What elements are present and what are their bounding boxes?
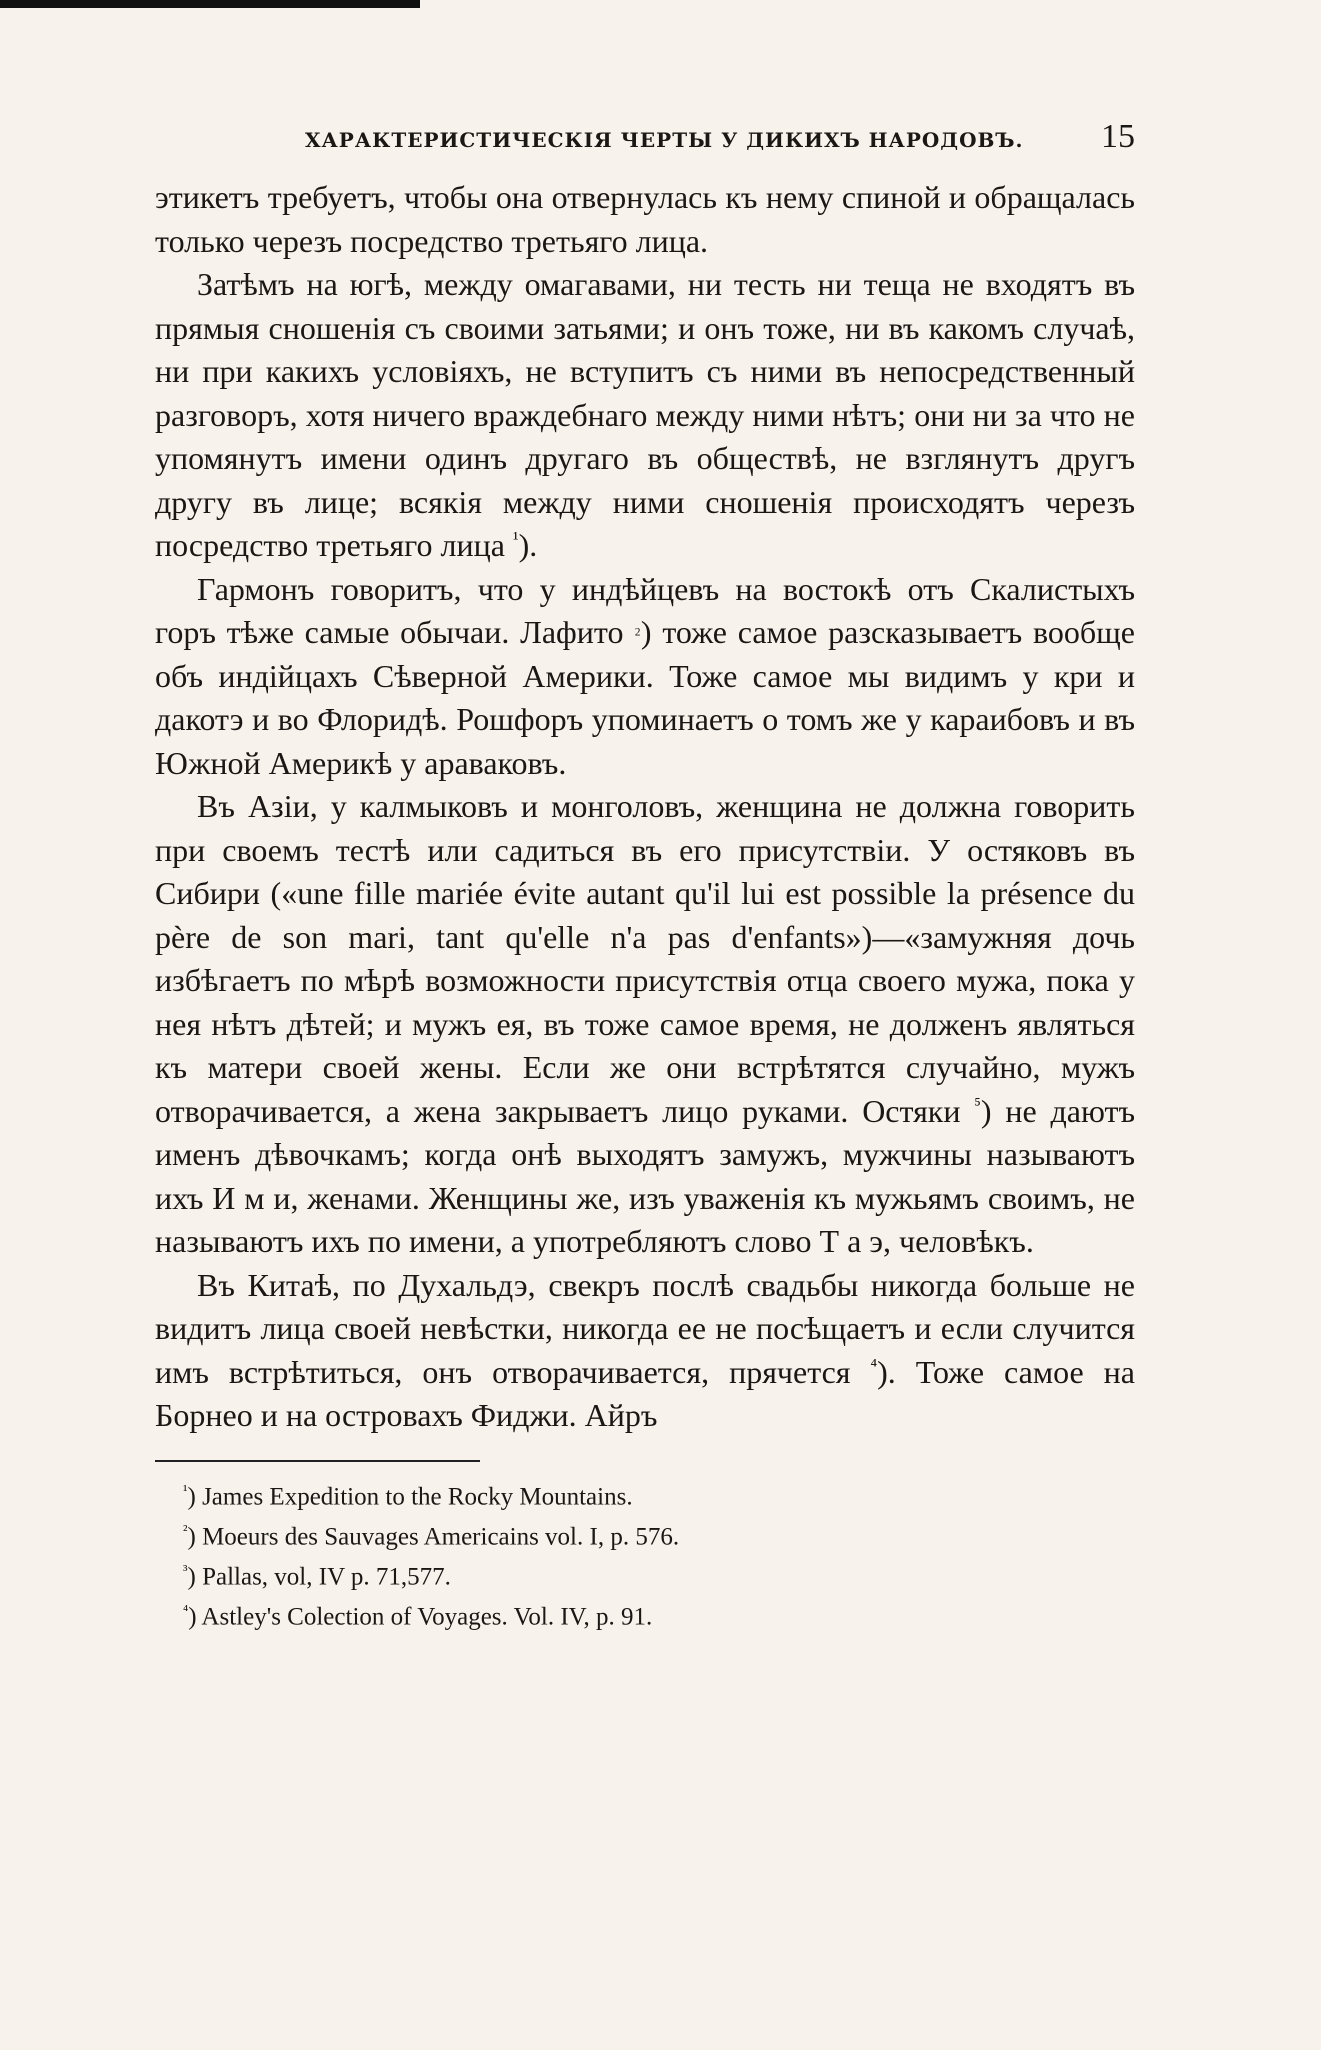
footnotes bbox=[155, 1474, 1135, 1635]
footnote-mark: ³ bbox=[183, 1563, 188, 1580]
page-number: 15 bbox=[1101, 118, 1135, 155]
text-run: Въ Китаѣ, по Духальдэ, свекръ послѣ свадьбы никогда больше не видитъ лица своей невѣстки, никогда ее не посѣщаетъ и если случится имъ встрѣтиться, онъ отворачивается, прячется bbox=[155, 1266, 1135, 1390]
paragraph bbox=[155, 568, 1135, 786]
footnote-mark: ⁴ bbox=[183, 1603, 189, 1620]
footnote-ref: ⁴ bbox=[870, 1354, 878, 1376]
text-run: ). Тоже самое на Борнео и на островахъ Фиджи. Айръ bbox=[155, 1353, 1136, 1433]
text-run: Въ Азіи, у калмыковъ и монголовъ, женщина не должна говорить при своемъ тестѣ или садиться въ его присутствіи. У остяковъ въ Сибири («une fille mariée évite autant qu'il lui est possible la présence du père de son mari, tant qu'elle n'a pas d'enfants»)—«замужняя дочь избѣгаетъ по мѣрѣ возможности присутствія отца своего мужа, пока у нея нѣтъ дѣтей; и мужъ ея, въ тоже самое время, не долженъ являться къ матери своей жены. Если же они встрѣтятся случайно, мужъ отворачивается, а жена закрываетъ лицо руками. Остяки bbox=[155, 788, 1135, 1129]
text-run: Затѣмъ на югѣ, между омагавами, ни тесть ни теща не входятъ въ прямыя сношенія съ своими затьями; и онъ тоже, ни въ какомъ случаѣ, ни при какихъ условіяхъ, не вступитъ съ ними въ непосредственный разговоръ, хотя ничего враждебнаго между ними нѣтъ; они ни за что не упомянутъ имени одинъ другаго въ обществѣ, не взглянутъ другъ другу въ лице; всякія между ними сношенія происходятъ черезъ посредство третьяго лица bbox=[155, 266, 1135, 563]
footnote-text: ) James Expedition to the Rocky Mountains. bbox=[187, 1482, 633, 1510]
footnote-ref: ₂ bbox=[634, 615, 641, 637]
footnote-text: ) Astley's Colection of Voyages. Vol. IV, p. 91. bbox=[188, 1603, 653, 1631]
footnote-text: ) Pallas, vol, IV p. 71,577. bbox=[187, 1563, 451, 1591]
paragraph bbox=[155, 785, 1135, 1264]
footnote-ref: ¹ bbox=[512, 528, 519, 550]
footnote-text: ) Moeurs des Sauvages Americains vol. I, p. 576. bbox=[187, 1523, 680, 1551]
text-run: ) не даютъ именъ дѣвочкамъ; когда онѣ выходятъ замужъ, мужчины называютъ ихъ И м и, женами. Женщины же, изъ уваженія къ мужьямъ своимъ, не называютъ ихъ по имени, а употребляютъ слово Т а э, человѣкъ. bbox=[155, 1092, 1136, 1259]
top-edge-rule bbox=[0, 0, 420, 8]
page-header bbox=[155, 118, 1135, 176]
book-page bbox=[155, 118, 1135, 1635]
paragraph bbox=[155, 263, 1135, 568]
running-head: ХАРАКТЕРИСТИЧЕСКІЯ ЧЕРТЫ У ДИКИХЪ НАРОДОВЪ. bbox=[305, 128, 1024, 152]
body-text bbox=[155, 176, 1135, 1438]
text-run: Гармонъ говоритъ, что у индѣйцевъ на востокѣ отъ Скалистыхъ горъ тѣже самые обычаи. Лафито bbox=[155, 570, 1135, 650]
footnote-ref: ⁵ bbox=[974, 1093, 981, 1115]
text-run: ). bbox=[518, 527, 538, 563]
footnote-separator bbox=[155, 1460, 480, 1462]
footnote bbox=[183, 1514, 1135, 1554]
paragraph bbox=[155, 176, 1135, 263]
text-run: этикетъ требуетъ, чтобы она отвернулась къ нему спиной и обращалась только черезъ посредство третьяго лица. bbox=[155, 179, 1135, 259]
paragraph bbox=[155, 1264, 1135, 1438]
footnote-mark: ² bbox=[183, 1522, 188, 1539]
footnote bbox=[183, 1554, 1135, 1594]
footnote bbox=[183, 1474, 1135, 1514]
footnote-mark: ¹ bbox=[183, 1482, 188, 1499]
footnote bbox=[183, 1594, 1135, 1634]
text-run: ) тоже самое разсказываетъ вообще объ индійцахъ Сѣверной Америки. Тоже самое мы видимъ у кри и дакотэ и во Флоридѣ. Рошфоръ упоминаетъ о томъ же у караибовъ и въ Южной Америкѣ у араваковъ. bbox=[155, 614, 1136, 781]
